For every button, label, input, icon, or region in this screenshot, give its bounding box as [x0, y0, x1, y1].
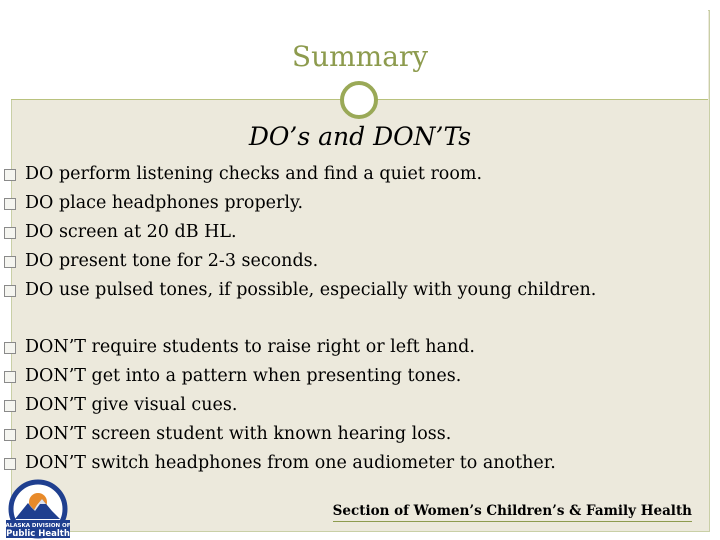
public-health-logo-icon	[2, 479, 74, 539]
list-item	[4, 333, 556, 362]
dont-list	[4, 333, 556, 478]
checkbox-bullet-icon	[4, 198, 16, 210]
slide-title: Summary	[291, 40, 429, 73]
checkbox-bullet-icon	[4, 169, 16, 181]
list-item	[4, 449, 556, 478]
checkbox-bullet-icon	[4, 429, 16, 441]
dont-item-text: DON’T give visual cues.	[25, 395, 238, 415]
do-list	[4, 160, 596, 305]
list-item	[4, 276, 596, 305]
list-item	[4, 247, 596, 276]
list-item	[4, 362, 556, 391]
do-item-text: DO present tone for 2-3 seconds.	[25, 251, 319, 271]
do-item-text: DO perform listening checks and find a quiet room.	[25, 164, 483, 184]
dont-item-text: DON’T require students to raise right or left hand.	[25, 337, 475, 357]
logo-line2: Public Health	[6, 529, 70, 539]
slide-subtitle: DO’s and DON’Ts	[248, 122, 472, 151]
dont-item-text: DON’T switch headphones from one audiometer to another.	[25, 453, 556, 473]
checkbox-bullet-icon	[4, 400, 16, 412]
checkbox-bullet-icon	[4, 371, 16, 383]
checkbox-bullet-icon	[4, 342, 16, 354]
checkbox-bullet-icon	[4, 256, 16, 268]
checkbox-bullet-icon	[4, 227, 16, 239]
checkbox-bullet-icon	[4, 458, 16, 470]
list-item	[4, 420, 556, 449]
dont-item-text: DON’T get into a pattern when presenting tones.	[25, 366, 462, 386]
do-item-text: DO screen at 20 dB HL.	[25, 222, 237, 242]
do-item-text: DO use pulsed tones, if possible, especially with young children.	[25, 280, 597, 300]
logo-line1: ALASKA DIVISION OF	[5, 523, 71, 529]
list-item	[4, 391, 556, 420]
dont-item-text: DON’T screen student with known hearing loss.	[25, 424, 452, 444]
list-item	[4, 218, 596, 247]
list-item	[4, 160, 596, 189]
checkbox-bullet-icon	[4, 285, 16, 297]
circle-ornament-icon	[340, 81, 378, 119]
do-item-text: DO place headphones properly.	[25, 193, 304, 213]
footer-text: Section of Women’s Children’s & Family Health	[333, 503, 692, 522]
list-item	[4, 189, 596, 218]
